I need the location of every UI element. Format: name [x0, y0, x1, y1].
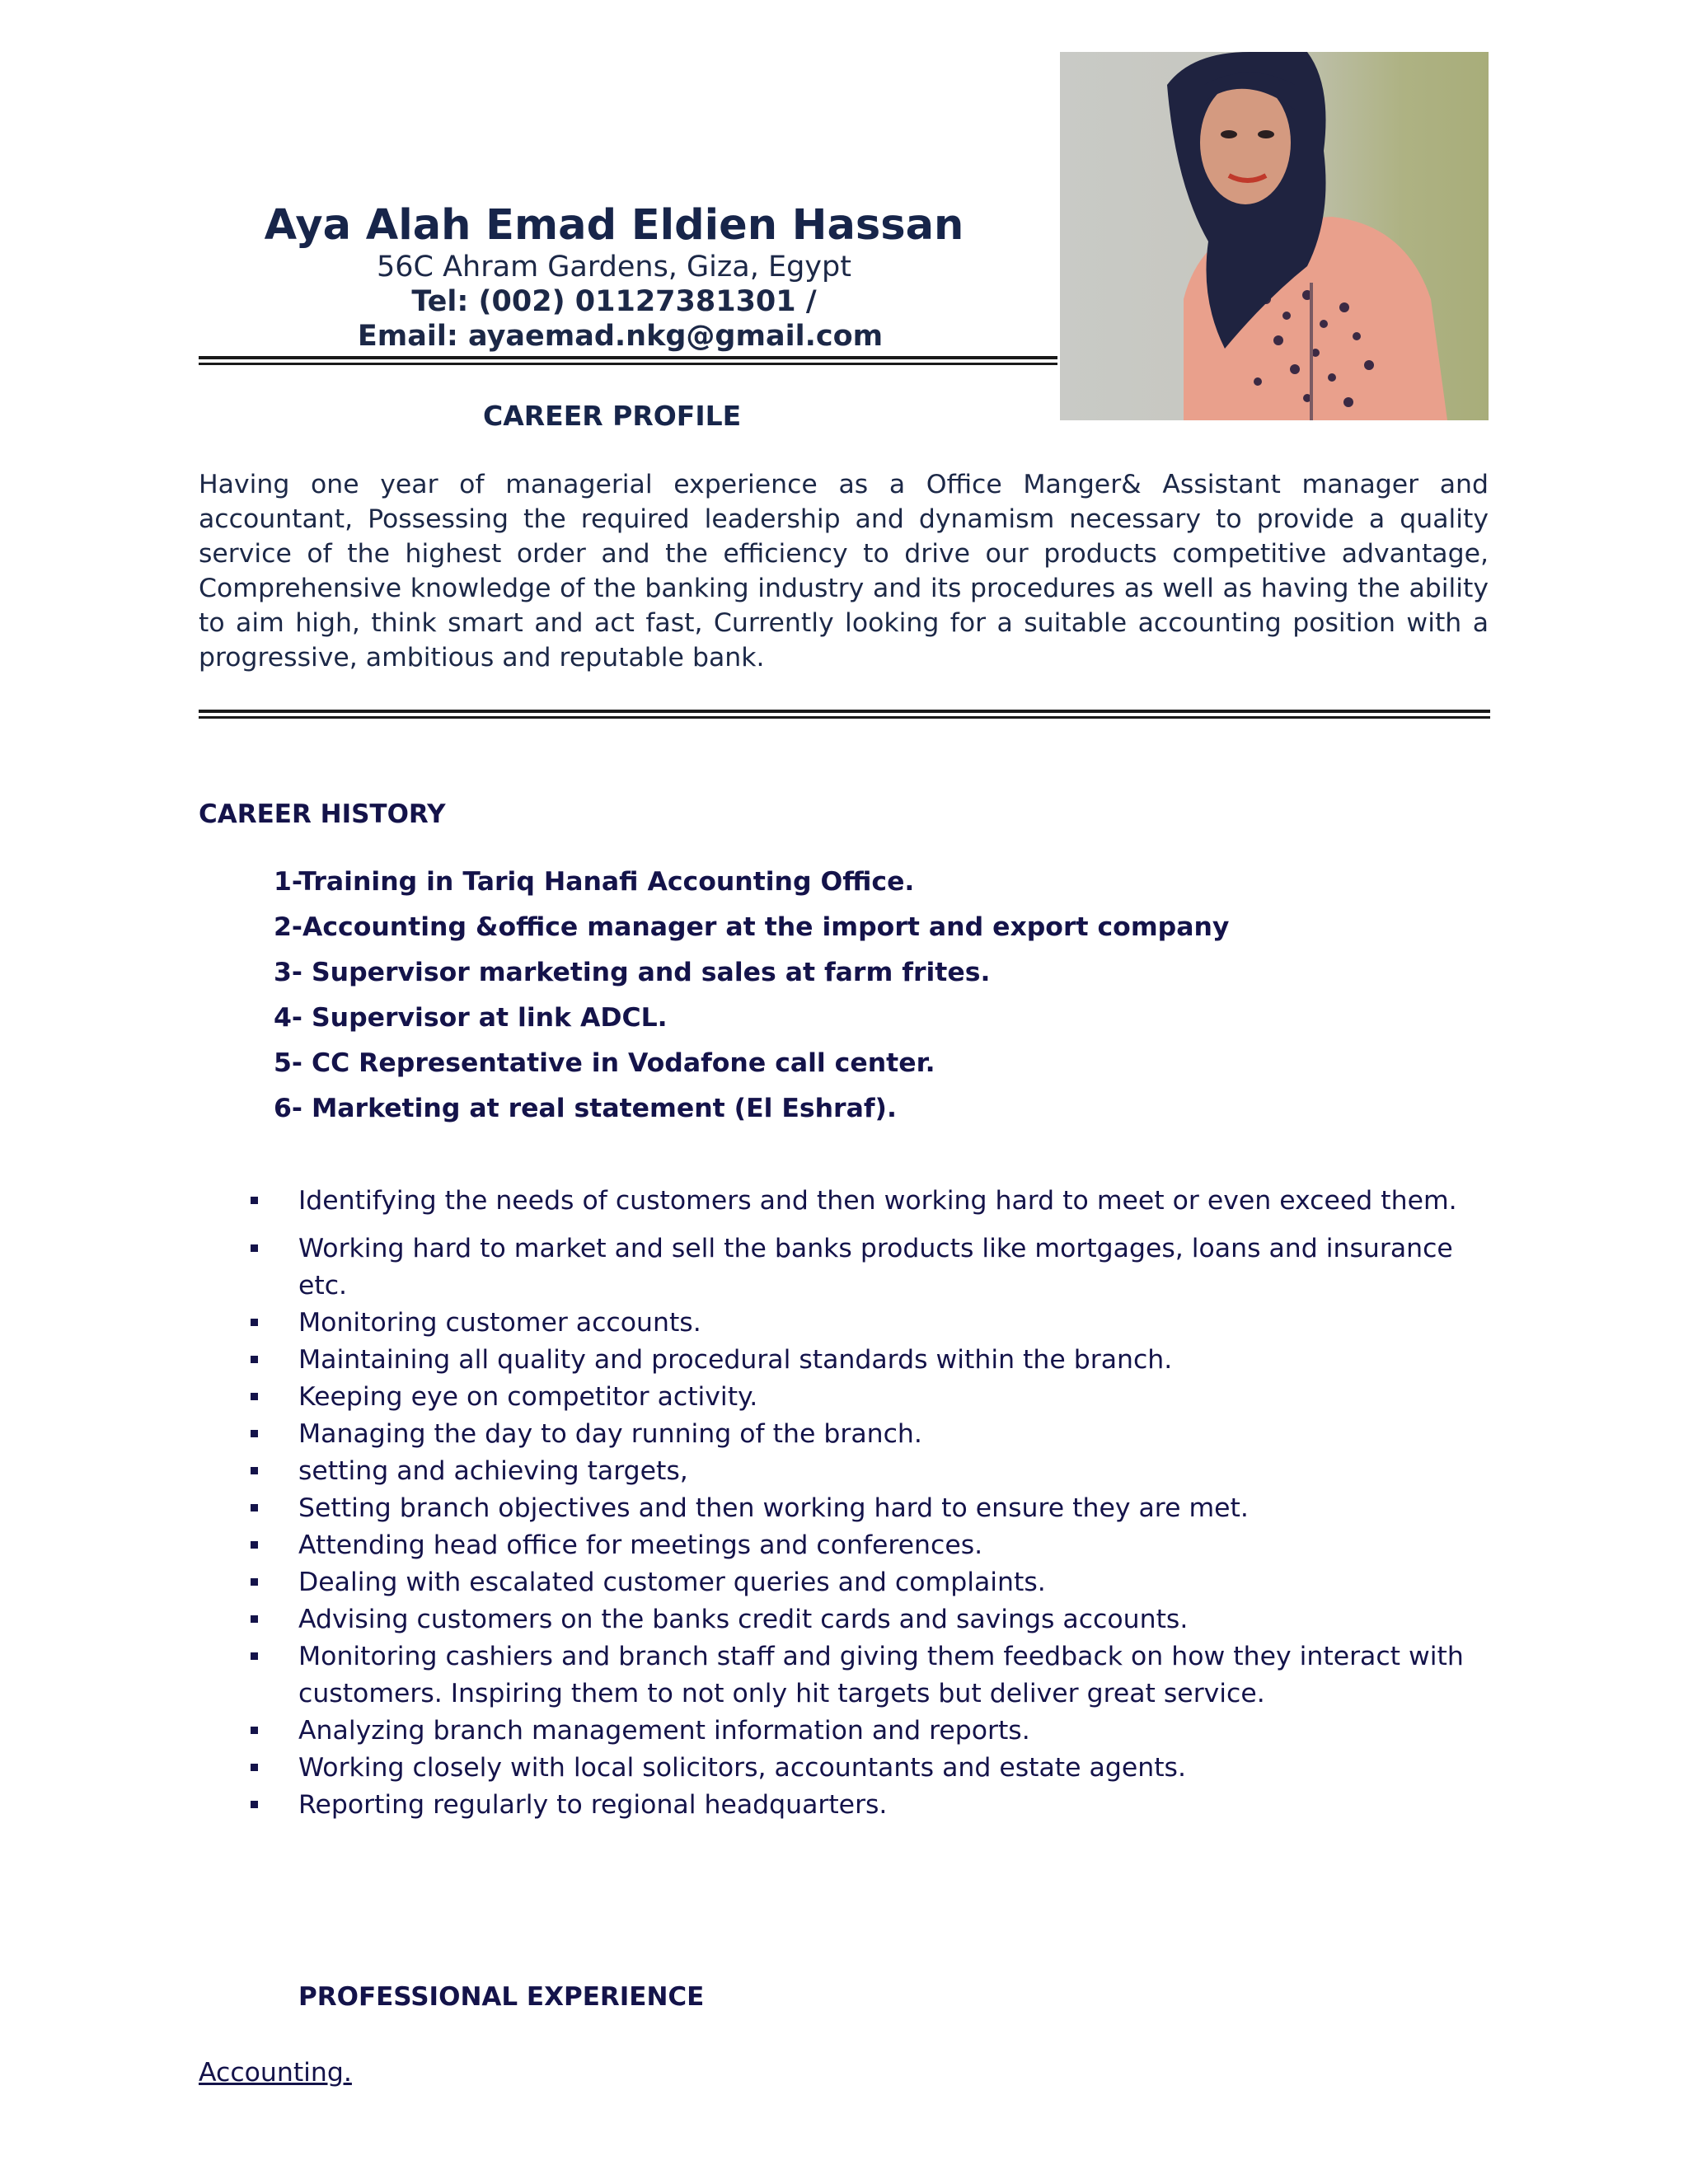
square-bullet-icon — [251, 1244, 258, 1252]
square-bullet-icon — [251, 1197, 258, 1204]
career-profile-heading: CAREER PROFILE — [483, 400, 742, 432]
history-item: 1-Training in Tariq Hanafi Accounting Office. — [274, 867, 915, 897]
email-address: Email: ayaemad.nkg@gmail.com — [357, 320, 884, 353]
career-profile-text: Having one year of managerial experience as a Office Manger& Assistant manager and accountant, Possessing the required leadership and dynamism necessary to provide a quality service of the highest order and the efficiency to drive our products competitive advantage, Comprehensive knowledge of the banking industry and its procedures as well as having the ability to aim high, think smart and act fast, Currently looking for a suitable accounting position with a progressive, ambitious and reputable bank. — [199, 470, 1489, 673]
history-item: 5- CC Representative in Vodafone call center. — [274, 1048, 935, 1078]
duty-item: Keeping eye on competitor activity. — [249, 1379, 1493, 1416]
duty-item: Managing the day to day running of the branch. — [249, 1416, 1493, 1453]
history-item: 3- Supervisor marketing and sales at farm frites. — [274, 958, 991, 987]
professional-experience-heading: PROFESSIONAL EXPERIENCE — [298, 1982, 705, 2012]
header-divider — [199, 356, 1057, 365]
square-bullet-icon — [251, 1652, 258, 1660]
duty-item: Working closely with local solicitors, accountants and estate agents. — [249, 1750, 1493, 1787]
career-history-list — [274, 865, 1229, 1137]
profile-divider — [199, 710, 1490, 719]
duty-item: Monitoring cashiers and branch staff and giving them feedback on how they interact with customers. Inspiring them to not only hit targets but deliver great service. — [249, 1638, 1493, 1713]
square-bullet-icon — [251, 1578, 258, 1586]
square-bullet-icon — [251, 1764, 258, 1771]
duties-list — [249, 1183, 1493, 1824]
square-bullet-icon — [251, 1727, 258, 1734]
duty-item: Monitoring customer accounts. — [249, 1305, 1493, 1342]
square-bullet-icon — [251, 1319, 258, 1326]
telephone: Tel: (002) 01127381301 / — [411, 285, 817, 318]
candidate-name: Aya Alah Emad Eldien Hassan — [264, 201, 964, 250]
square-bullet-icon — [251, 1393, 258, 1400]
profile-photo — [1060, 52, 1489, 420]
address: 56C Ahram Gardens, Giza, Egypt — [377, 251, 851, 284]
history-item: 4- Supervisor at link ADCL. — [274, 1003, 668, 1033]
square-bullet-icon — [251, 1801, 258, 1808]
duty-item: Setting branch objectives and then working hard to ensure they are met. — [249, 1490, 1493, 1527]
duty-item: Dealing with escalated customer queries and complaints. — [249, 1564, 1493, 1601]
duty-item: Advising customers on the banks credit cards and savings accounts. — [249, 1601, 1493, 1638]
career-history-heading: CAREER HISTORY — [199, 799, 446, 829]
experience-entry-title: Accounting. — [199, 2058, 352, 2088]
duty-item: Analyzing branch management information and reports. — [249, 1713, 1493, 1750]
duty-item: setting and achieving targets, — [249, 1453, 1493, 1490]
history-item: 2-Accounting &office manager at the import and export company — [274, 912, 1230, 942]
square-bullet-icon — [251, 1615, 258, 1623]
square-bullet-icon — [251, 1430, 258, 1437]
duty-item: Maintaining all quality and procedural standards within the branch. — [249, 1342, 1493, 1379]
square-bullet-icon — [251, 1504, 258, 1511]
duty-item: Attending head office for meetings and conferences. — [249, 1527, 1493, 1564]
duty-item: Reporting regularly to regional headquarters. — [249, 1787, 1493, 1824]
square-bullet-icon — [251, 1467, 258, 1474]
duty-item: Working hard to market and sell the banks products like mortgages, loans and insurance etc. — [249, 1230, 1493, 1305]
history-item: 6- Marketing at real statement (El Eshraf). — [274, 1094, 897, 1123]
duty-item: Identifying the needs of customers and then working hard to meet or even exceed them. — [249, 1183, 1493, 1220]
square-bullet-icon — [251, 1541, 258, 1549]
square-bullet-icon — [251, 1356, 258, 1363]
